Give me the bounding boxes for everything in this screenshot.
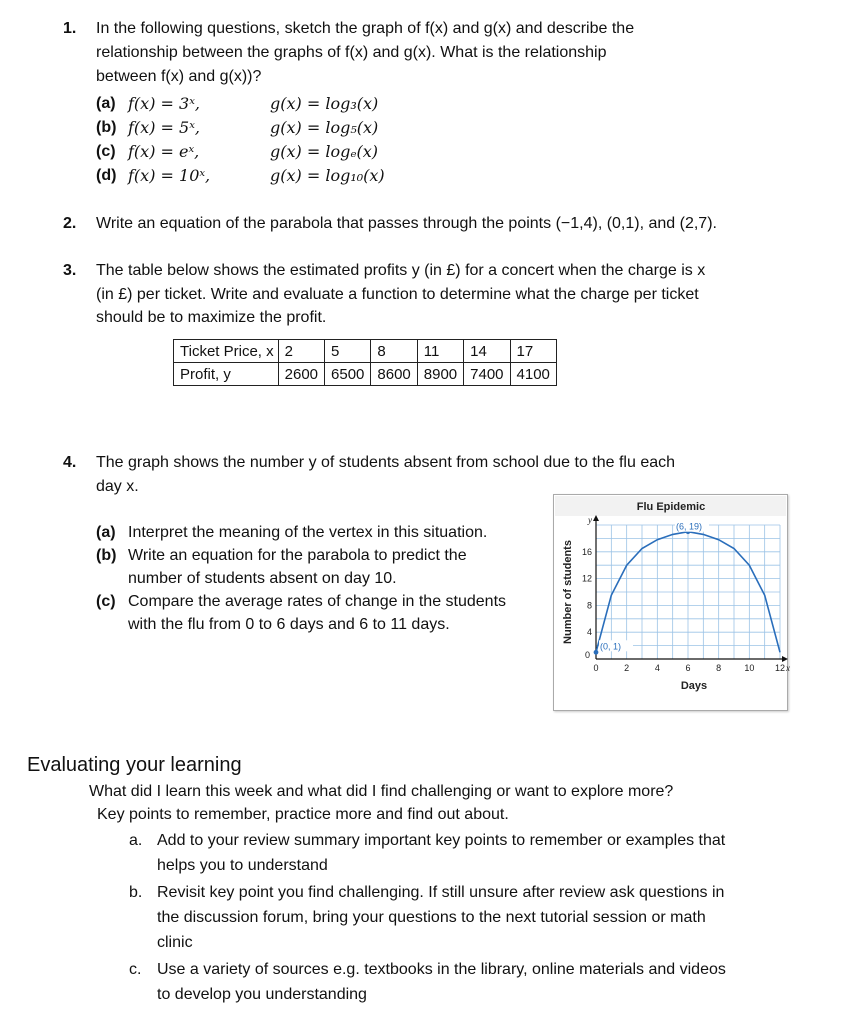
question-text-line: The graph shows the number y of students absent from school due to the flu each — [96, 454, 676, 471]
function-f: f(x) = 3ˣ, — [128, 94, 200, 113]
list-item-line: Revisit key point you find challenging. If still unsure after review ask questions in — [157, 884, 725, 901]
part-label: (a) — [96, 95, 116, 112]
part-label: (c) — [96, 143, 116, 160]
x-tick-label: 2 — [624, 663, 630, 673]
part-text: Write an equation for the parabola to predict the — [128, 547, 467, 564]
list-item-label: a. — [129, 832, 143, 849]
table-cell: 4100 — [510, 363, 556, 386]
question-number: 2. — [63, 215, 77, 232]
y-axis-letter: y — [588, 515, 592, 525]
question-text-line: (in £) per ticket. Write and evaluate a function to determine what the charge per ticket — [96, 286, 699, 303]
table-cell: 11 — [417, 340, 463, 363]
question-text-line: relationship between the graphs of f(x) and g(x). What is the relationship — [96, 44, 607, 61]
x-tick-label: 12 — [774, 663, 786, 673]
chart-title: Flu Epidemic — [636, 501, 706, 513]
question-number: 3. — [63, 262, 77, 279]
list-item-line: Use a variety of sources e.g. textbooks in the library, online materials and videos — [157, 961, 726, 978]
list-item-line: the discussion forum, bring your questions to the next tutorial session or math — [157, 909, 706, 926]
point-label: (0, 1) — [600, 641, 622, 652]
table-cell: 6500 — [325, 363, 371, 386]
data-point — [594, 650, 599, 655]
function-f: f(x) = 5ˣ, — [128, 118, 200, 137]
flu-chart-svg — [554, 495, 790, 710]
point-label: (6, 19) — [676, 521, 703, 532]
table-cell: 5 — [325, 340, 371, 363]
table-row — [174, 340, 557, 363]
part-text: Interpret the meaning of the vertex in this situation. — [128, 524, 488, 541]
x-tick-label: 0 — [593, 663, 599, 673]
part-label: (a) — [96, 524, 116, 541]
x-axis-arrow — [782, 656, 788, 662]
list-item-label: b. — [129, 884, 143, 901]
section-heading: Evaluating your learning — [27, 754, 242, 776]
part-text: with the flu from 0 to 6 days and 6 to 11 days. — [128, 616, 450, 633]
table-header-cell: Ticket Price, x — [174, 340, 279, 363]
question-number: 1. — [63, 20, 77, 37]
part-text: number of students absent on day 10. — [128, 570, 397, 587]
table-cell: 8 — [371, 340, 417, 363]
question-text-line: between f(x) and g(x))? — [96, 68, 262, 85]
table-cell: 8900 — [417, 363, 463, 386]
list-item-line: clinic — [157, 934, 193, 951]
x-axis-label: Days — [680, 680, 708, 692]
part-label: (c) — [96, 593, 116, 610]
y-tick-label: 12 — [581, 573, 592, 584]
table-cell: 7400 — [464, 363, 510, 386]
part-label: (d) — [96, 167, 117, 184]
function-g: g(x) = logₑ(x) — [270, 142, 379, 161]
question-text-line: day x. — [96, 478, 139, 495]
question-text-line: The table below shows the estimated profits y (in £) for a concert when the charge is x — [96, 262, 706, 279]
profit-table — [173, 339, 557, 386]
list-item-line: Add to your review summary important key points to remember or examples that — [157, 832, 726, 849]
y-tick-label: 16 — [581, 546, 592, 557]
y-tick-label: 4 — [586, 627, 592, 638]
flu-chart — [553, 494, 788, 711]
x-tick-label: 8 — [716, 663, 722, 673]
y-tick-label: 0 — [584, 650, 590, 660]
part-label: (b) — [96, 119, 117, 136]
x-axis-letter: x — [786, 663, 790, 673]
table-cell: 2 — [278, 340, 324, 363]
question-text-line: should be to maximize the profit. — [96, 309, 327, 326]
list-item-label: c. — [129, 961, 142, 978]
question-number: 4. — [63, 454, 77, 471]
part-text: Compare the average rates of change in the students — [128, 593, 507, 610]
intro-line: What did I learn this week and what did I find challenging or want to explore more? — [89, 783, 674, 800]
x-tick-label: 4 — [654, 663, 660, 673]
question-text-line: Write an equation of the parabola that passes through the points (−1,4), (0,1), and (2,7). — [96, 215, 717, 232]
y-tick-label: 8 — [586, 600, 592, 611]
x-tick-label: 10 — [744, 663, 755, 673]
function-g: g(x) = log₃(x) — [270, 94, 379, 113]
table-cell: 17 — [510, 340, 556, 363]
list-item-line: to develop you understanding — [157, 986, 367, 1003]
function-g: g(x) = log₁₀(x) — [270, 166, 385, 185]
part-label: (b) — [96, 547, 117, 564]
table-row — [174, 363, 557, 386]
question-text-line: In the following questions, sketch the graph of f(x) and g(x) and describe the — [96, 20, 635, 37]
intro-line: Key points to remember, practice more and find out about. — [97, 806, 509, 823]
table-cell: 2600 — [278, 363, 324, 386]
function-f: f(x) = eˣ, — [128, 142, 200, 161]
table-header-cell: Profit, y — [174, 363, 279, 386]
y-axis-label: Number of students — [562, 540, 574, 644]
list-item-line: helps you to understand — [157, 857, 328, 874]
table-cell: 14 — [464, 340, 510, 363]
x-tick-label: 6 — [685, 663, 691, 673]
function-f: f(x) = 10ˣ, — [128, 166, 211, 185]
function-g: g(x) = log₅(x) — [270, 118, 379, 137]
table-cell: 8600 — [371, 363, 417, 386]
